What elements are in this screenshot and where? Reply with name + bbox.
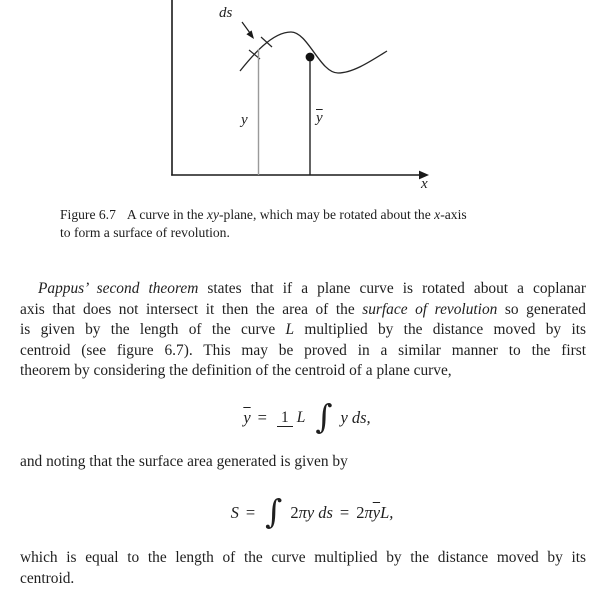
ybar-label: $\overline{y}$ (316, 110, 323, 126)
paragraph-pappus-theorem: Pappus’ second theorem states that if a plane curve is rotated about a coplanar axis that does not intersect it then the area of the surface of revolution so generated is given by the length of the curve L multiplied by the distance moved by its centroid (see figure 6.7). This may be proved in a similar manner to the first theorem by considering the definition of the centroid of a plane curve, (20, 280, 586, 380)
ds-arrowhead (246, 30, 254, 39)
paragraph-conclusion: which is equal to the length of the curve multiplied by the distance moved by its centroid. (20, 549, 586, 587)
equation-surface-area: S = ∫ 2 πy ds = 2 π $\overline{y}$ L, (230, 491, 394, 531)
centroid-dot (306, 53, 315, 62)
equation-surface-area-row (0, 489, 604, 537)
figure-6-7 (0, 0, 604, 200)
paragraph-noting: and noting that the surface area generated is given by (20, 453, 348, 470)
equation-centroid-row (0, 394, 604, 442)
ds-label: ds (219, 5, 233, 21)
ds-arrow (242, 22, 250, 33)
equation-centroid: $\overline{y}$ = 1 L ∫ y ds, (243, 396, 371, 436)
x-label: x (421, 176, 428, 192)
y-label: y (241, 112, 248, 128)
figure-canvas (0, 0, 604, 200)
figure-caption: Figure 6.7 A curve in the xy-plane, which may be rotated about the x-axis to form a surface of revolution. (60, 207, 467, 240)
